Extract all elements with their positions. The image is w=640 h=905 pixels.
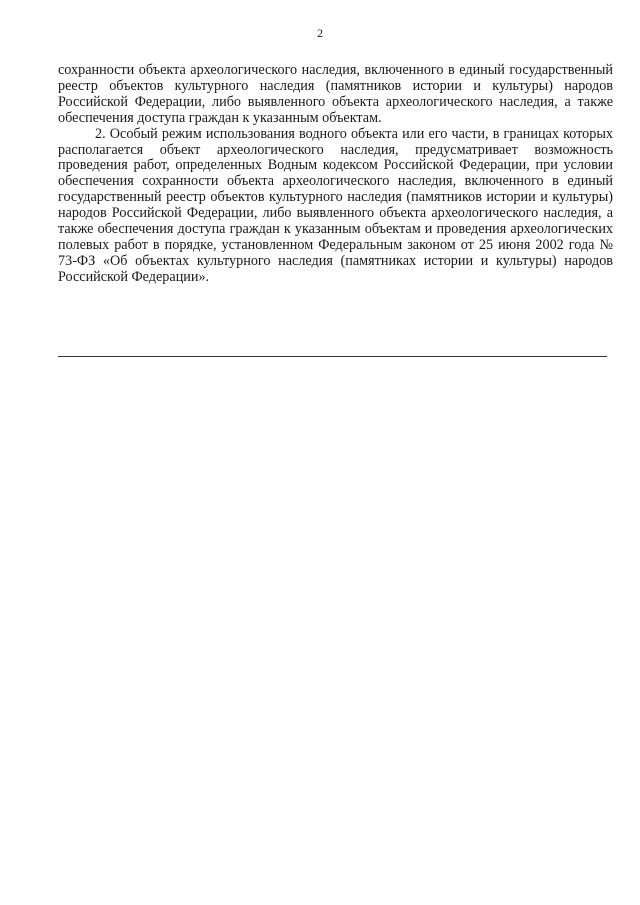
paragraph-item-2: 2. Особый режим использования водного объекта или его части, в границах которых располагается объект археологического наследия, предусматривает возможность проведения работ, определенных Водным кодексом Российской Федерации, при условии обеспечения сохранности объекта археологического наследия, включенного в единый государственный реестр объектов культурного наследия (памятников истории и культуры) народов Российской Федерации, либо выявленного объекта археологического наследия, а также обеспечения доступа граждан к указанным объектам и проведения археологических полевых работ в порядке, установленном Федеральным законом от 25 июня 2002 года № 73-ФЗ «Об объектах культурного наследия (памятниках истории и культуры) народов Российской Федерации».	[58, 125, 613, 285]
page-number: 2	[317, 26, 323, 40]
document-body	[58, 63, 613, 286]
paragraph-continuation: сохранности объекта археологического наследия, включенного в единый государственный реестр объектов культурного наследия (памятников истории и культуры) народов Российской Федерации, либо выявленного объекта археологического наследия, а также обеспечения доступа граждан к указанным объектам.	[58, 62, 613, 126]
end-of-text-rule	[58, 356, 607, 357]
